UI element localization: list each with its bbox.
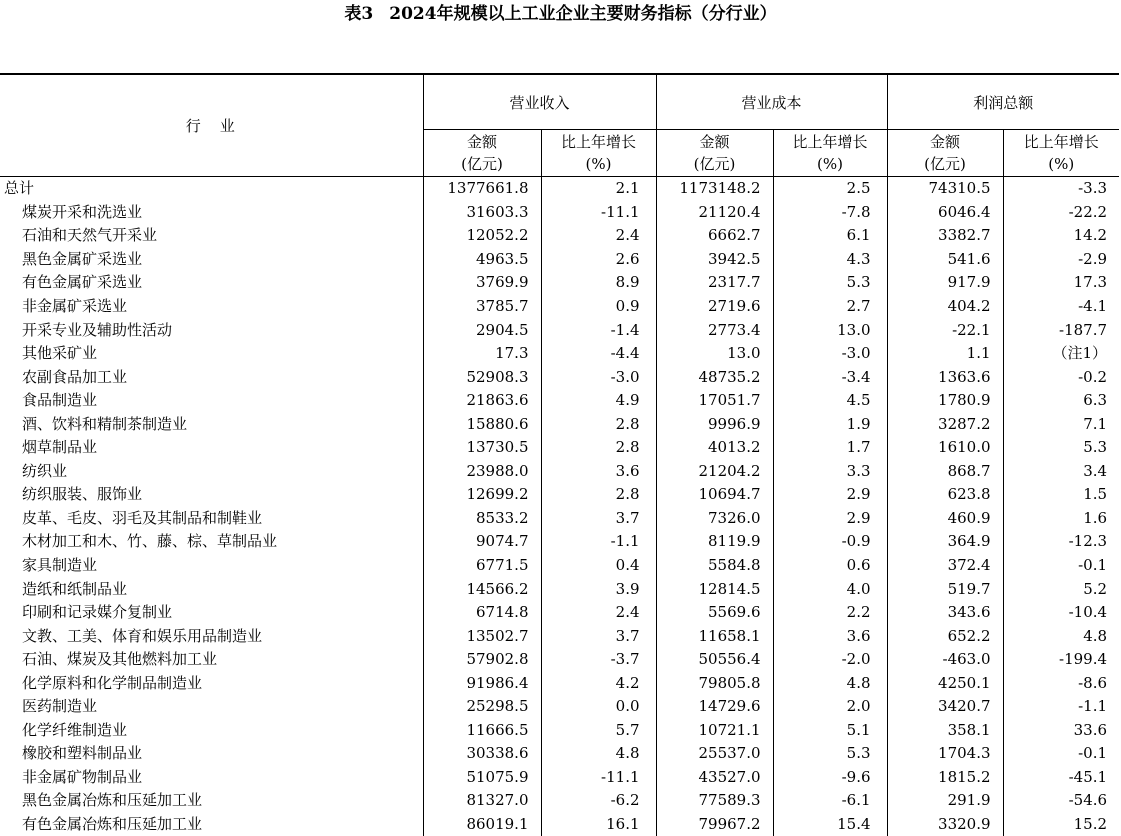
cost-amount-cell: 77589.3 [656,789,773,813]
industry-name-cell: 造纸和纸制品业 [22,579,128,598]
table-row [0,766,1119,790]
cost-amount-cell: 12814.5 [656,577,773,601]
revenue-amount-cell: 11666.5 [423,719,541,743]
cost-growth-cell: 4.0 [773,577,887,601]
revenue-growth-cell: 0.9 [541,295,656,319]
table-row [0,648,1119,672]
table-title-text: 2024年规模以上工业企业主要财务指标（分行业） [389,4,777,24]
cost-amount-cell: 10721.1 [656,719,773,743]
profit-growth-cell: 5.2 [1003,577,1119,601]
industry-name-cell: 黑色金属冶炼和压延加工业 [22,791,203,810]
table-row [0,177,1119,201]
table-row [0,554,1119,578]
cost-growth-cell: 2.7 [773,295,887,319]
profit-growth-cell: 6.3 [1003,389,1119,413]
cost-amount-cell: 13.0 [656,342,773,366]
profit-growth-cell: （注1） [1003,342,1119,366]
cost-growth-cell: 2.9 [773,507,887,531]
cost-amount-cell: 21204.2 [656,460,773,484]
profit-growth-cell: -187.7 [1003,318,1119,342]
table-row [0,507,1119,531]
table-row [0,460,1119,484]
cost-amount-cell: 3942.5 [656,248,773,272]
profit-growth-cell: 1.6 [1003,507,1119,531]
cost-amount-cell: 6662.7 [656,224,773,248]
revenue-amount-cell: 86019.1 [423,813,541,836]
industry-name-cell: 烟草制品业 [22,438,98,457]
cost-amount-cell: 79967.2 [656,813,773,836]
cost-amount-cell: 14729.6 [656,695,773,719]
cost-amount-cell: 9996.9 [656,412,773,436]
table-row [0,412,1119,436]
profit-amount-cell: 3382.7 [887,224,1003,248]
profit-amount-cell: 519.7 [887,577,1003,601]
revenue-amount-cell: 81327.0 [423,789,541,813]
table-row [0,201,1119,225]
revenue-amount-cell: 23988.0 [423,460,541,484]
industry-header: 行 业 [0,74,423,177]
cost-amount-cell: 2719.6 [656,295,773,319]
revenue-amount-cell: 9074.7 [423,530,541,554]
cost-amount-cell: 8119.9 [656,530,773,554]
table-row [0,224,1119,248]
profit-growth-cell: 1.5 [1003,483,1119,507]
profit-group-header: 利润总额 [887,74,1119,130]
industry-name-cell: 纺织业 [22,461,68,480]
cost-amount-cell: 25537.0 [656,742,773,766]
cost-amount-cell: 21120.4 [656,201,773,225]
profit-amount-cell: 3320.9 [887,813,1003,836]
industry-name-cell: 印刷和记录媒介复制业 [22,603,173,622]
profit-amount-cell: 6046.4 [887,201,1003,225]
revenue-amount-cell: 15880.6 [423,412,541,436]
financial-indicators-table [0,73,1119,836]
revenue-growth-cell: -11.1 [541,201,656,225]
profit-growth-cell: 15.2 [1003,813,1119,836]
profit-growth-cell: -45.1 [1003,766,1119,790]
profit-amount-cell: 358.1 [887,719,1003,743]
cost-growth-cell: 13.0 [773,318,887,342]
revenue-amount-header: 金额 (亿元) [423,130,541,177]
table-row [0,342,1119,366]
revenue-amount-cell: 13502.7 [423,624,541,648]
revenue-growth-cell: 2.1 [541,177,656,201]
cost-amount-cell: 10694.7 [656,483,773,507]
revenue-growth-cell: -11.1 [541,766,656,790]
revenue-amount-cell: 52908.3 [423,365,541,389]
profit-amount-header: 金额 (亿元) [887,130,1003,177]
cost-amount-cell: 17051.7 [656,389,773,413]
profit-amount-cell: 1704.3 [887,742,1003,766]
cost-growth-cell: 5.1 [773,719,887,743]
profit-growth-cell: -4.1 [1003,295,1119,319]
cost-growth-cell: -3.0 [773,342,887,366]
revenue-growth-cell: 8.9 [541,271,656,295]
profit-amount-cell: 460.9 [887,507,1003,531]
cost-growth-cell: 2.9 [773,483,887,507]
revenue-amount-cell: 21863.6 [423,389,541,413]
revenue-growth-cell: 0.0 [541,695,656,719]
industry-name-cell: 总计 [4,179,35,198]
cost-growth-cell: 2.0 [773,695,887,719]
table-row [0,671,1119,695]
industry-name-cell: 酒、饮料和精制茶制造业 [22,414,188,433]
industry-name-cell: 黑色金属矿采选业 [22,249,143,268]
cost-amount-header: 金额 (亿元) [656,130,773,177]
revenue-amount-cell: 8533.2 [423,507,541,531]
profit-growth-cell: -0.1 [1003,554,1119,578]
revenue-amount-cell: 3785.7 [423,295,541,319]
cost-amount-cell: 4013.2 [656,436,773,460]
table-row [0,695,1119,719]
industry-name-cell: 家具制造业 [22,556,98,575]
cost-growth-cell: 2.5 [773,177,887,201]
profit-amount-cell: 1.1 [887,342,1003,366]
profit-growth-cell: 17.3 [1003,271,1119,295]
table-row [0,530,1119,554]
revenue-growth-cell: -4.4 [541,342,656,366]
industry-name-cell: 有色金属矿采选业 [22,273,143,292]
industry-name-cell: 皮革、毛皮、羽毛及其制品和制鞋业 [22,508,263,527]
profit-growth-cell: 7.1 [1003,412,1119,436]
cost-growth-cell: -0.9 [773,530,887,554]
profit-amount-cell: 1780.9 [887,389,1003,413]
revenue-amount-cell: 6771.5 [423,554,541,578]
cost-amount-cell: 5584.8 [656,554,773,578]
profit-growth-cell: -199.4 [1003,648,1119,672]
revenue-growth-cell: 5.7 [541,719,656,743]
table-row [0,813,1119,836]
cost-amount-cell: 79805.8 [656,671,773,695]
profit-amount-cell: 541.6 [887,248,1003,272]
table-row [0,742,1119,766]
cost-growth-cell: 0.6 [773,554,887,578]
table-row [0,271,1119,295]
profit-growth-cell: 4.8 [1003,624,1119,648]
cost-group-header: 营业成本 [656,74,887,130]
profit-amount-cell: 372.4 [887,554,1003,578]
cost-growth-cell: 4.8 [773,671,887,695]
profit-growth-cell: 3.4 [1003,460,1119,484]
industry-name-cell: 医药制造业 [22,697,98,716]
industry-name-cell: 食品制造业 [22,391,98,410]
table-row [0,577,1119,601]
cost-amount-cell: 48735.2 [656,365,773,389]
table-row [0,248,1119,272]
profit-amount-cell: 623.8 [887,483,1003,507]
industry-name-cell: 文教、工美、体育和娱乐用品制造业 [22,626,263,645]
revenue-growth-cell: 3.6 [541,460,656,484]
table-body [0,177,1119,836]
profit-amount-cell: 917.9 [887,271,1003,295]
industry-name-cell: 化学纤维制造业 [22,720,128,739]
profit-growth-cell: -0.1 [1003,742,1119,766]
cost-growth-cell: 3.3 [773,460,887,484]
table-row [0,295,1119,319]
cost-growth-cell: 1.9 [773,412,887,436]
profit-amount-cell: 4250.1 [887,671,1003,695]
industry-name-cell: 农副食品加工业 [22,367,128,386]
profit-growth-cell: 5.3 [1003,436,1119,460]
table-row [0,719,1119,743]
cost-growth-cell: 4.3 [773,248,887,272]
table-row [0,318,1119,342]
revenue-amount-cell: 57902.8 [423,648,541,672]
revenue-growth-cell: 2.6 [541,248,656,272]
industry-name-cell: 其他采矿业 [22,344,98,363]
table-row [0,365,1119,389]
revenue-amount-cell: 12052.2 [423,224,541,248]
revenue-amount-cell: 2904.5 [423,318,541,342]
cost-growth-cell: -7.8 [773,201,887,225]
profit-growth-cell: -10.4 [1003,601,1119,625]
profit-amount-cell: 652.2 [887,624,1003,648]
cost-amount-cell: 1173148.2 [656,177,773,201]
cost-growth-cell: 1.7 [773,436,887,460]
industry-name-cell: 石油、煤炭及其他燃料加工业 [22,650,218,669]
cost-growth-cell: 6.1 [773,224,887,248]
profit-amount-cell: -22.1 [887,318,1003,342]
revenue-growth-cell: 4.8 [541,742,656,766]
cost-growth-header: 比上年增长 (%) [773,130,887,177]
revenue-amount-cell: 17.3 [423,342,541,366]
profit-amount-cell: 3420.7 [887,695,1003,719]
cost-growth-cell: 4.5 [773,389,887,413]
industry-name-cell: 开采专业及辅助性活动 [22,320,173,339]
profit-growth-cell: -8.6 [1003,671,1119,695]
cost-amount-cell: 2317.7 [656,271,773,295]
profit-amount-cell: -463.0 [887,648,1003,672]
industry-name-cell: 木材加工和木、竹、藤、棕、草制品业 [22,532,278,551]
profit-growth-cell: -54.6 [1003,789,1119,813]
revenue-amount-cell: 4963.5 [423,248,541,272]
profit-amount-cell: 343.6 [887,601,1003,625]
revenue-growth-header: 比上年增长 (%) [541,130,656,177]
cost-growth-cell: -3.4 [773,365,887,389]
profit-growth-cell: 14.2 [1003,224,1119,248]
profit-amount-cell: 868.7 [887,460,1003,484]
cost-amount-cell: 5569.6 [656,601,773,625]
profit-amount-cell: 3287.2 [887,412,1003,436]
cost-growth-cell: -2.0 [773,648,887,672]
profit-amount-cell: 1610.0 [887,436,1003,460]
revenue-amount-cell: 30338.6 [423,742,541,766]
revenue-group-header: 营业收入 [423,74,656,130]
profit-amount-cell: 404.2 [887,295,1003,319]
table-row [0,601,1119,625]
revenue-growth-cell: 0.4 [541,554,656,578]
table-row [0,436,1119,460]
cost-amount-cell: 2773.4 [656,318,773,342]
cost-growth-cell: 5.3 [773,742,887,766]
profit-growth-cell: -1.1 [1003,695,1119,719]
cost-amount-cell: 11658.1 [656,624,773,648]
profit-growth-cell: 33.6 [1003,719,1119,743]
revenue-growth-cell: 4.2 [541,671,656,695]
cost-growth-cell: -9.6 [773,766,887,790]
revenue-amount-cell: 3769.9 [423,271,541,295]
profit-growth-header: 比上年增长 (%) [1003,130,1119,177]
revenue-growth-cell: 2.4 [541,224,656,248]
table-number: 表3 [344,4,374,24]
revenue-amount-cell: 14566.2 [423,577,541,601]
industry-name-cell: 石油和天然气开采业 [22,226,158,245]
revenue-growth-cell: 2.8 [541,483,656,507]
revenue-growth-cell: -3.0 [541,365,656,389]
cost-growth-cell: -6.1 [773,789,887,813]
revenue-amount-cell: 12699.2 [423,483,541,507]
cost-growth-cell: 3.6 [773,624,887,648]
revenue-growth-cell: 3.7 [541,624,656,648]
revenue-amount-cell: 25298.5 [423,695,541,719]
revenue-growth-cell: 2.8 [541,412,656,436]
cost-amount-cell: 7326.0 [656,507,773,531]
profit-amount-cell: 1363.6 [887,365,1003,389]
revenue-amount-cell: 1377661.8 [423,177,541,201]
profit-growth-cell: -22.2 [1003,201,1119,225]
profit-growth-cell: -0.2 [1003,365,1119,389]
revenue-amount-cell: 91986.4 [423,671,541,695]
table-row [0,483,1119,507]
revenue-growth-cell: 2.4 [541,601,656,625]
profit-growth-cell: -2.9 [1003,248,1119,272]
industry-name-cell: 非金属矿物制品业 [22,767,143,786]
profit-amount-cell: 74310.5 [887,177,1003,201]
profit-growth-cell: -12.3 [1003,530,1119,554]
industry-name-cell: 橡胶和塑料制品业 [22,744,143,763]
revenue-amount-cell: 31603.3 [423,201,541,225]
revenue-growth-cell: -1.4 [541,318,656,342]
revenue-growth-cell: -6.2 [541,789,656,813]
table-title [0,3,1121,25]
industry-name-cell: 化学原料和化学制品制造业 [22,673,203,692]
revenue-amount-cell: 51075.9 [423,766,541,790]
industry-name-cell: 煤炭开采和洗选业 [22,202,143,221]
table-row [0,789,1119,813]
revenue-growth-cell: 3.7 [541,507,656,531]
revenue-growth-cell: 4.9 [541,389,656,413]
table-row [0,624,1119,648]
cost-amount-cell: 50556.4 [656,648,773,672]
cost-amount-cell: 43527.0 [656,766,773,790]
table-row [0,389,1119,413]
cost-growth-cell: 2.2 [773,601,887,625]
industry-name-cell: 纺织服装、服饰业 [22,485,143,504]
industry-name-cell: 非金属矿采选业 [22,297,128,315]
cost-growth-cell: 5.3 [773,271,887,295]
profit-growth-cell: -3.3 [1003,177,1119,201]
profit-amount-cell: 291.9 [887,789,1003,813]
revenue-growth-cell: -3.7 [541,648,656,672]
industry-name-cell: 有色金属冶炼和压延加工业 [22,815,203,834]
profit-amount-cell: 364.9 [887,530,1003,554]
profit-amount-cell: 1815.2 [887,766,1003,790]
revenue-growth-cell: 16.1 [541,813,656,836]
revenue-amount-cell: 6714.8 [423,601,541,625]
revenue-growth-cell: 2.8 [541,436,656,460]
revenue-growth-cell: -1.1 [541,530,656,554]
revenue-growth-cell: 3.9 [541,577,656,601]
revenue-amount-cell: 13730.5 [423,436,541,460]
cost-growth-cell: 15.4 [773,813,887,836]
